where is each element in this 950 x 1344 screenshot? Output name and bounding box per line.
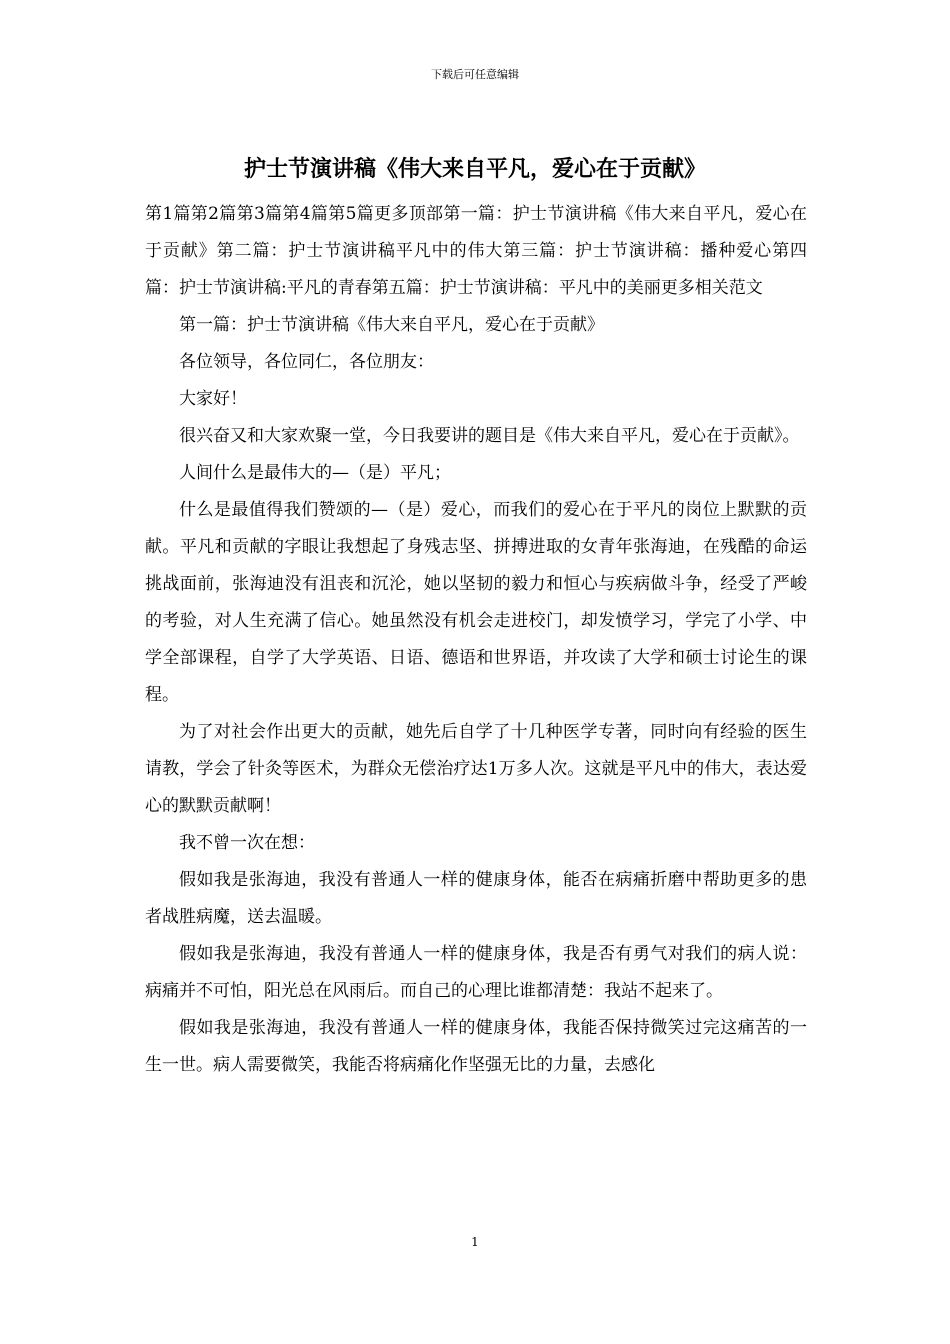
salutation-paragraph: 各位领导，各位同仁，各位朋友： — [179, 352, 434, 372]
page-number: 1 — [471, 1235, 479, 1249]
body-paragraph: 很兴奋又和大家欢聚一堂，今日我要讲的题目是《伟大来自平凡，爱心在于贡献》。 — [179, 426, 800, 446]
body-paragraph: 为了对社会作出更大的贡献，她先后自学了十几种医学专著，同时向有经验的医生请教，学会了针灸等医术，为群众无偿治疗达1万多人次。这就是平凡中的伟大，表达爱心的默默贡献啊！ — [145, 722, 807, 816]
body-paragraph: 我不曾一次在想： — [179, 833, 315, 853]
greeting-paragraph: 大家好！ — [179, 389, 247, 409]
contents-paragraph: 第1篇第2篇第3篇第4篇第5篇更多顶部第一篇：护士节演讲稿《伟大来自平凡，爱心在于贡献》第二篇：护士节演讲稿平凡中的伟大第三篇：护士节演讲稿：播种爱心第四篇：护士节演讲稿:平凡的青春第五篇：护士节演讲稿：平凡中的美丽更多相关范文 — [145, 204, 807, 298]
body-paragraph: 什么是最值得我们赞颂的—（是）爱心，而我们的爱心在于平凡的岗位上默默的贡献。平凡和贡献的字眼让我想起了身残志坚、拼搏进取的女青年张海迪，在残酷的命运挑战面前，张海迪没有沮丧和沉沦，她以坚韧的毅力和恒心与疾病做斗争，经受了严峻的考验，对人生充满了信心。她虽然没有机会走进校门，却发愤学习，学完了小学、中学全部课程，自学了大学英语、日语、德语和世界语，并攻读了大学和硕士讨论生的课程。 — [145, 500, 807, 705]
body-paragraph: 假如我是张海迪，我没有普通人一样的健康身体，能否在病痛折磨中帮助更多的患者战胜病魔，送去温暖。 — [145, 870, 807, 927]
section-heading-paragraph: 第一篇：护士节演讲稿《伟大来自平凡，爱心在于贡献》 — [179, 315, 604, 335]
page-header-note: 下载后可任意编辑 — [431, 68, 519, 81]
body-paragraph: 假如我是张海迪，我没有普通人一样的健康身体，我能否保持微笑过完这痛苦的一生一世。病人需要微笑，我能否将病痛化作坚强无比的力量，去感化 — [145, 1018, 807, 1075]
document-title: 护士节演讲稿《伟大来自平凡，爱心在于贡献》 — [243, 156, 706, 182]
body-paragraph: 假如我是张海迪，我没有普通人一样的健康身体，我是否有勇气对我们的病人说：病痛并不可怕，阳光总在风雨后。而自己的心理比谁都清楚：我站不起来了。 — [145, 944, 807, 1001]
body-paragraph: 人间什么是最伟大的—（是）平凡； — [179, 463, 451, 483]
document-body — [145, 196, 807, 1084]
